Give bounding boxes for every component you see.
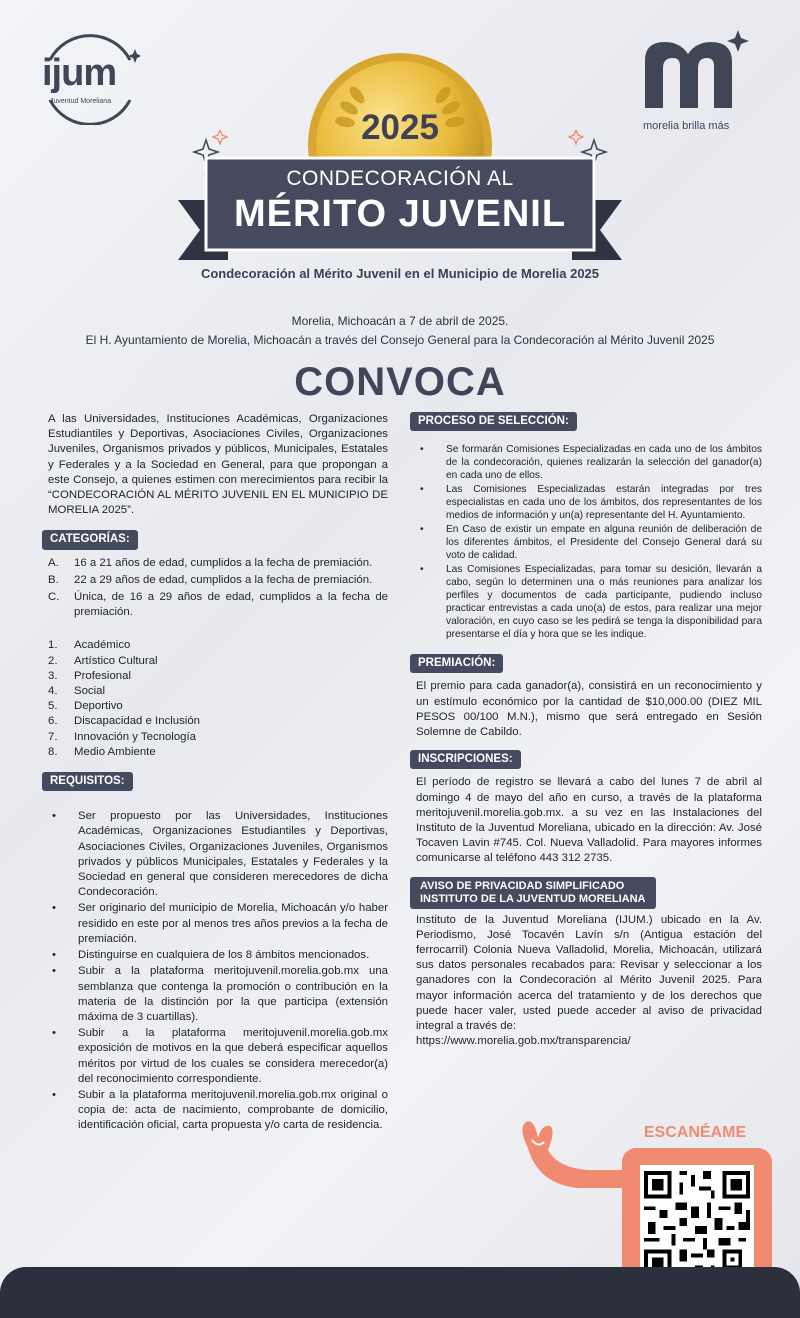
ijum-subtitle: Juventud Moreliana <box>50 98 112 105</box>
bullet-item <box>48 1026 388 1087</box>
intro-line: El H. Ayuntamiento de Morelia, Michoacán a través del Consejo General para la Condecoración al Mérito Juvenil 2025 <box>85 333 715 347</box>
list-item-marker: C. <box>48 591 60 604</box>
list-item <box>48 654 388 669</box>
list-item-marker: 3. <box>48 669 58 682</box>
list-item <box>48 745 388 760</box>
municipio-tagline: morelia brilla más <box>643 120 730 132</box>
bullet-item <box>48 809 388 900</box>
list-item-text: Medio Ambiente <box>74 745 156 758</box>
list-item-text: Académico <box>74 639 131 652</box>
municipio-logo <box>640 30 750 115</box>
banner-line-2: MÉRITO JUVENIL <box>233 193 567 235</box>
list-item-text: Social <box>74 685 106 698</box>
bullet-icon: • <box>420 524 424 536</box>
intro-paragraph: A las Universidades, Instituciones Académicas, Organizaciones Estudiantiles y Deportivas, Asociaciones Civiles, Organizaciones Juveniles, Organismos privados y públicos, Municipales, Estatales y Federales y a la Sociedad en General, para que propongan a este Consejo, a quienes estimen con merecimientos para recibir la “CONDECORACIÓN AL MÉRITO JUVENIL EN EL MUNICIPIO DE MORELIA 2025”. <box>48 413 388 517</box>
list-item <box>48 638 388 653</box>
list-item <box>48 730 388 745</box>
premiacion-text: El premio para cada ganador(a), consistirá en un reconocimiento y un estímulo económico por la cantidad de $10,000.00 (DIEZ MIL PESOS 00/100 M.N.), mismo que será entregado en Sesión Solemne de Cabildo. <box>416 680 762 739</box>
bullet-icon: • <box>52 965 56 978</box>
list-item <box>48 590 388 620</box>
premiacion-heading: PREMIACIÓN: <box>410 654 503 673</box>
bullet-icon: • <box>52 810 56 823</box>
bullet-icon: • <box>420 564 424 576</box>
list-item-text: Innovación y Tecnología <box>74 730 197 743</box>
bullet-text: Subir a la plataforma meritojuvenil.morelia.gob.mx exposición de motivos en la que deberá especificar aquellos méritos por virtud de los cuales se considera merecedor(a) del reconocimiento correspondiente. <box>78 1027 388 1085</box>
bullet-item <box>416 443 762 482</box>
inscripciones-text: El período de registro se llevará a cabo del lunes 7 de abril al domingo 4 de mayo del año en curso, a través de la plataforma meritojuvenil.morelia.gob.mx. a su vez en las Instalaciones del Instituto de la Juventud Moreliana, ubicado en la dirección: Av. José Tocaven Lavin #745. Col. Nueva Valladolid. Para mayores informes comunicarse al teléfono 443 312 2735. <box>416 776 762 865</box>
bullet-item <box>48 901 388 947</box>
aviso-heading-line-2: INSTITUTO DE LA JUVENTUD MORELIANA <box>420 892 646 905</box>
left-column <box>48 412 388 1135</box>
list-item-text: Artístico Cultural <box>74 654 158 667</box>
aviso-heading <box>410 877 656 909</box>
bullet-icon: • <box>420 444 424 456</box>
bullet-text: Las Comisiones Especializadas, para tomar su desición, llevarán a cabo, según lo determinen una o más reuniones para analizar los perfiles y documentos de cada participante, pudiendo incluso practicar entrevistas a cada uno(a) de estos, para realizar una mejor valoración, en cuyo caso se les pedirá se tenga la disponibilidad para presentarse el día y hora que se les indique. <box>446 564 762 641</box>
bullet-item <box>48 1088 388 1134</box>
inscripciones-heading: INSCRIPCIONES: <box>410 750 521 769</box>
medal-year: 2025 <box>361 108 439 147</box>
list-item-marker: 6. <box>48 715 58 728</box>
bullet-icon: • <box>52 1088 56 1101</box>
bullet-text: En Caso de existir un empate en alguna reunión de deliberación de los diferentes ámbitos, el Presidente del Consejo General dará su voto de calidad. <box>446 524 762 562</box>
list-item-marker: 4. <box>48 685 58 698</box>
bullet-icon: • <box>52 1027 56 1040</box>
proceso-heading: PROCESO DE SELECCIÓN: <box>410 412 577 431</box>
convoca-heading: CONVOCA <box>294 360 506 404</box>
list-item-text: Discapacidad e Inclusión <box>74 715 201 728</box>
footer-bar <box>0 1267 800 1318</box>
bullet-item <box>48 964 388 1025</box>
aviso-heading-line-1: AVISO DE PRIVACIDAD SIMPLIFICADO <box>420 879 625 892</box>
bullet-item <box>416 523 762 562</box>
scan-label: ESCANÉAME <box>643 1124 747 1141</box>
requisitos-list <box>48 809 388 1133</box>
list-item-text: 22 a 29 años de edad, cumplidos a la fecha de premiación. <box>74 573 373 586</box>
aviso-text: Instituto de la Juventud Moreliana (IJUM.) ubicado en la Av. Periodismo, José Tocavén Lavín s/n (Antigua estación del ferrocarril) Colonia Nueva Valladolid, Morelia, Michoacán, utilizará sus datos personales recabados para: Revisar y seleccionar a los ganadores con la Condecoración al Mérito Juvenil 2025. Para mayor información acerca del tratamiento y de los derechos que puede hacer valer, usted puede acceder al aviso de privacidad integral a través de: <box>416 913 762 1033</box>
bullet-icon: • <box>52 902 56 915</box>
list-item-marker: 5. <box>48 700 58 713</box>
bullet-item <box>416 483 762 522</box>
bullet-text: Distinguirse en cualquiera de los 8 ámbitos mencionados. <box>78 949 370 962</box>
list-item-text: Deportivo <box>74 700 123 713</box>
list-item-marker: 7. <box>48 730 58 743</box>
bullet-item <box>48 948 388 963</box>
dateline: Morelia, Michoacán a 7 de abril de 2025. <box>291 314 509 328</box>
subtitle: Condecoración al Mérito Juvenil en el Municipio de Morelia 2025 <box>200 266 600 281</box>
list-item-marker: 1. <box>48 639 58 652</box>
proceso-list <box>416 443 762 641</box>
bullet-icon: • <box>52 949 56 962</box>
list-item <box>48 573 388 588</box>
list-item <box>48 684 388 699</box>
bullet-icon: • <box>420 484 424 496</box>
bullet-text: Las Comisiones Especializadas estarán integradas por tres especialistas en cada uno de los ámbitos, dos representantes de los medios de información y un(a) representante del H. Ayuntamiento. <box>446 484 762 522</box>
list-item-marker: 2. <box>48 654 58 667</box>
list-item-marker: A. <box>48 556 59 569</box>
list-item-text: 16 a 21 años de edad, cumplidos a la fecha de premiación. <box>74 556 373 569</box>
categorias-list <box>48 556 388 621</box>
list-item-marker: B. <box>48 573 59 586</box>
list-item <box>48 669 388 684</box>
list-item-text: Única, de 16 a 29 años de edad, cumplidos a la fecha de premiación. <box>74 591 388 619</box>
bullet-text: Subir a la plataforma meritojuvenil.morelia.gob.mx una semblanza que contenga la promoción o contribución en la materia de la distinción por la que participa (extensión máxima de 3 cuartillas). <box>78 965 388 1023</box>
bullet-text: Se formarán Comisiones Especializadas en cada uno de los ámbitos de la condecoración, quienes realizarán la selección del ganador(a) en cada uno de ellos. <box>446 444 762 482</box>
ijum-wordmark: ijum <box>42 52 117 94</box>
banner-line-1: CONDECORACIÓN AL <box>286 167 514 190</box>
qr-code[interactable] <box>640 1165 754 1283</box>
list-item-marker: 8. <box>48 745 58 758</box>
list-item <box>48 714 388 729</box>
list-item <box>48 699 388 714</box>
list-item-text: Profesional <box>74 669 131 682</box>
right-column <box>416 412 762 1049</box>
bullet-text: Subir a la plataforma meritojuvenil.morelia.gob.mx original o copia de: acta de nacimiento, comprobante de domicilio, identificación oficial, carta propuesta y/o carta de residencia. <box>78 1088 388 1132</box>
aviso-url[interactable]: https://www.morelia.gob.mx/transparencia/ <box>416 1035 631 1048</box>
list-item <box>48 556 388 571</box>
bullet-text: Ser propuesto por las Universidades, Instituciones Académicas, Organizaciones Estudiantiles y Deportivas, Asociaciones Civiles, Organizaciones Juveniles, Organismos privados y públicos Municipales, Estatales y Federales y la Sociedad en general que consideren merecedores de dicha Condecoración. <box>78 810 388 899</box>
categorias-heading: CATEGORÍAS: <box>42 530 138 549</box>
bullet-text: Ser originario del municipio de Morelia, Michoacán y/o haber residido en este por al menos tres años previos a la fecha de premiación. <box>78 902 388 945</box>
bullet-item <box>416 563 762 641</box>
requisitos-heading: REQUISITOS: <box>42 772 133 791</box>
ambitos-list <box>48 638 388 760</box>
